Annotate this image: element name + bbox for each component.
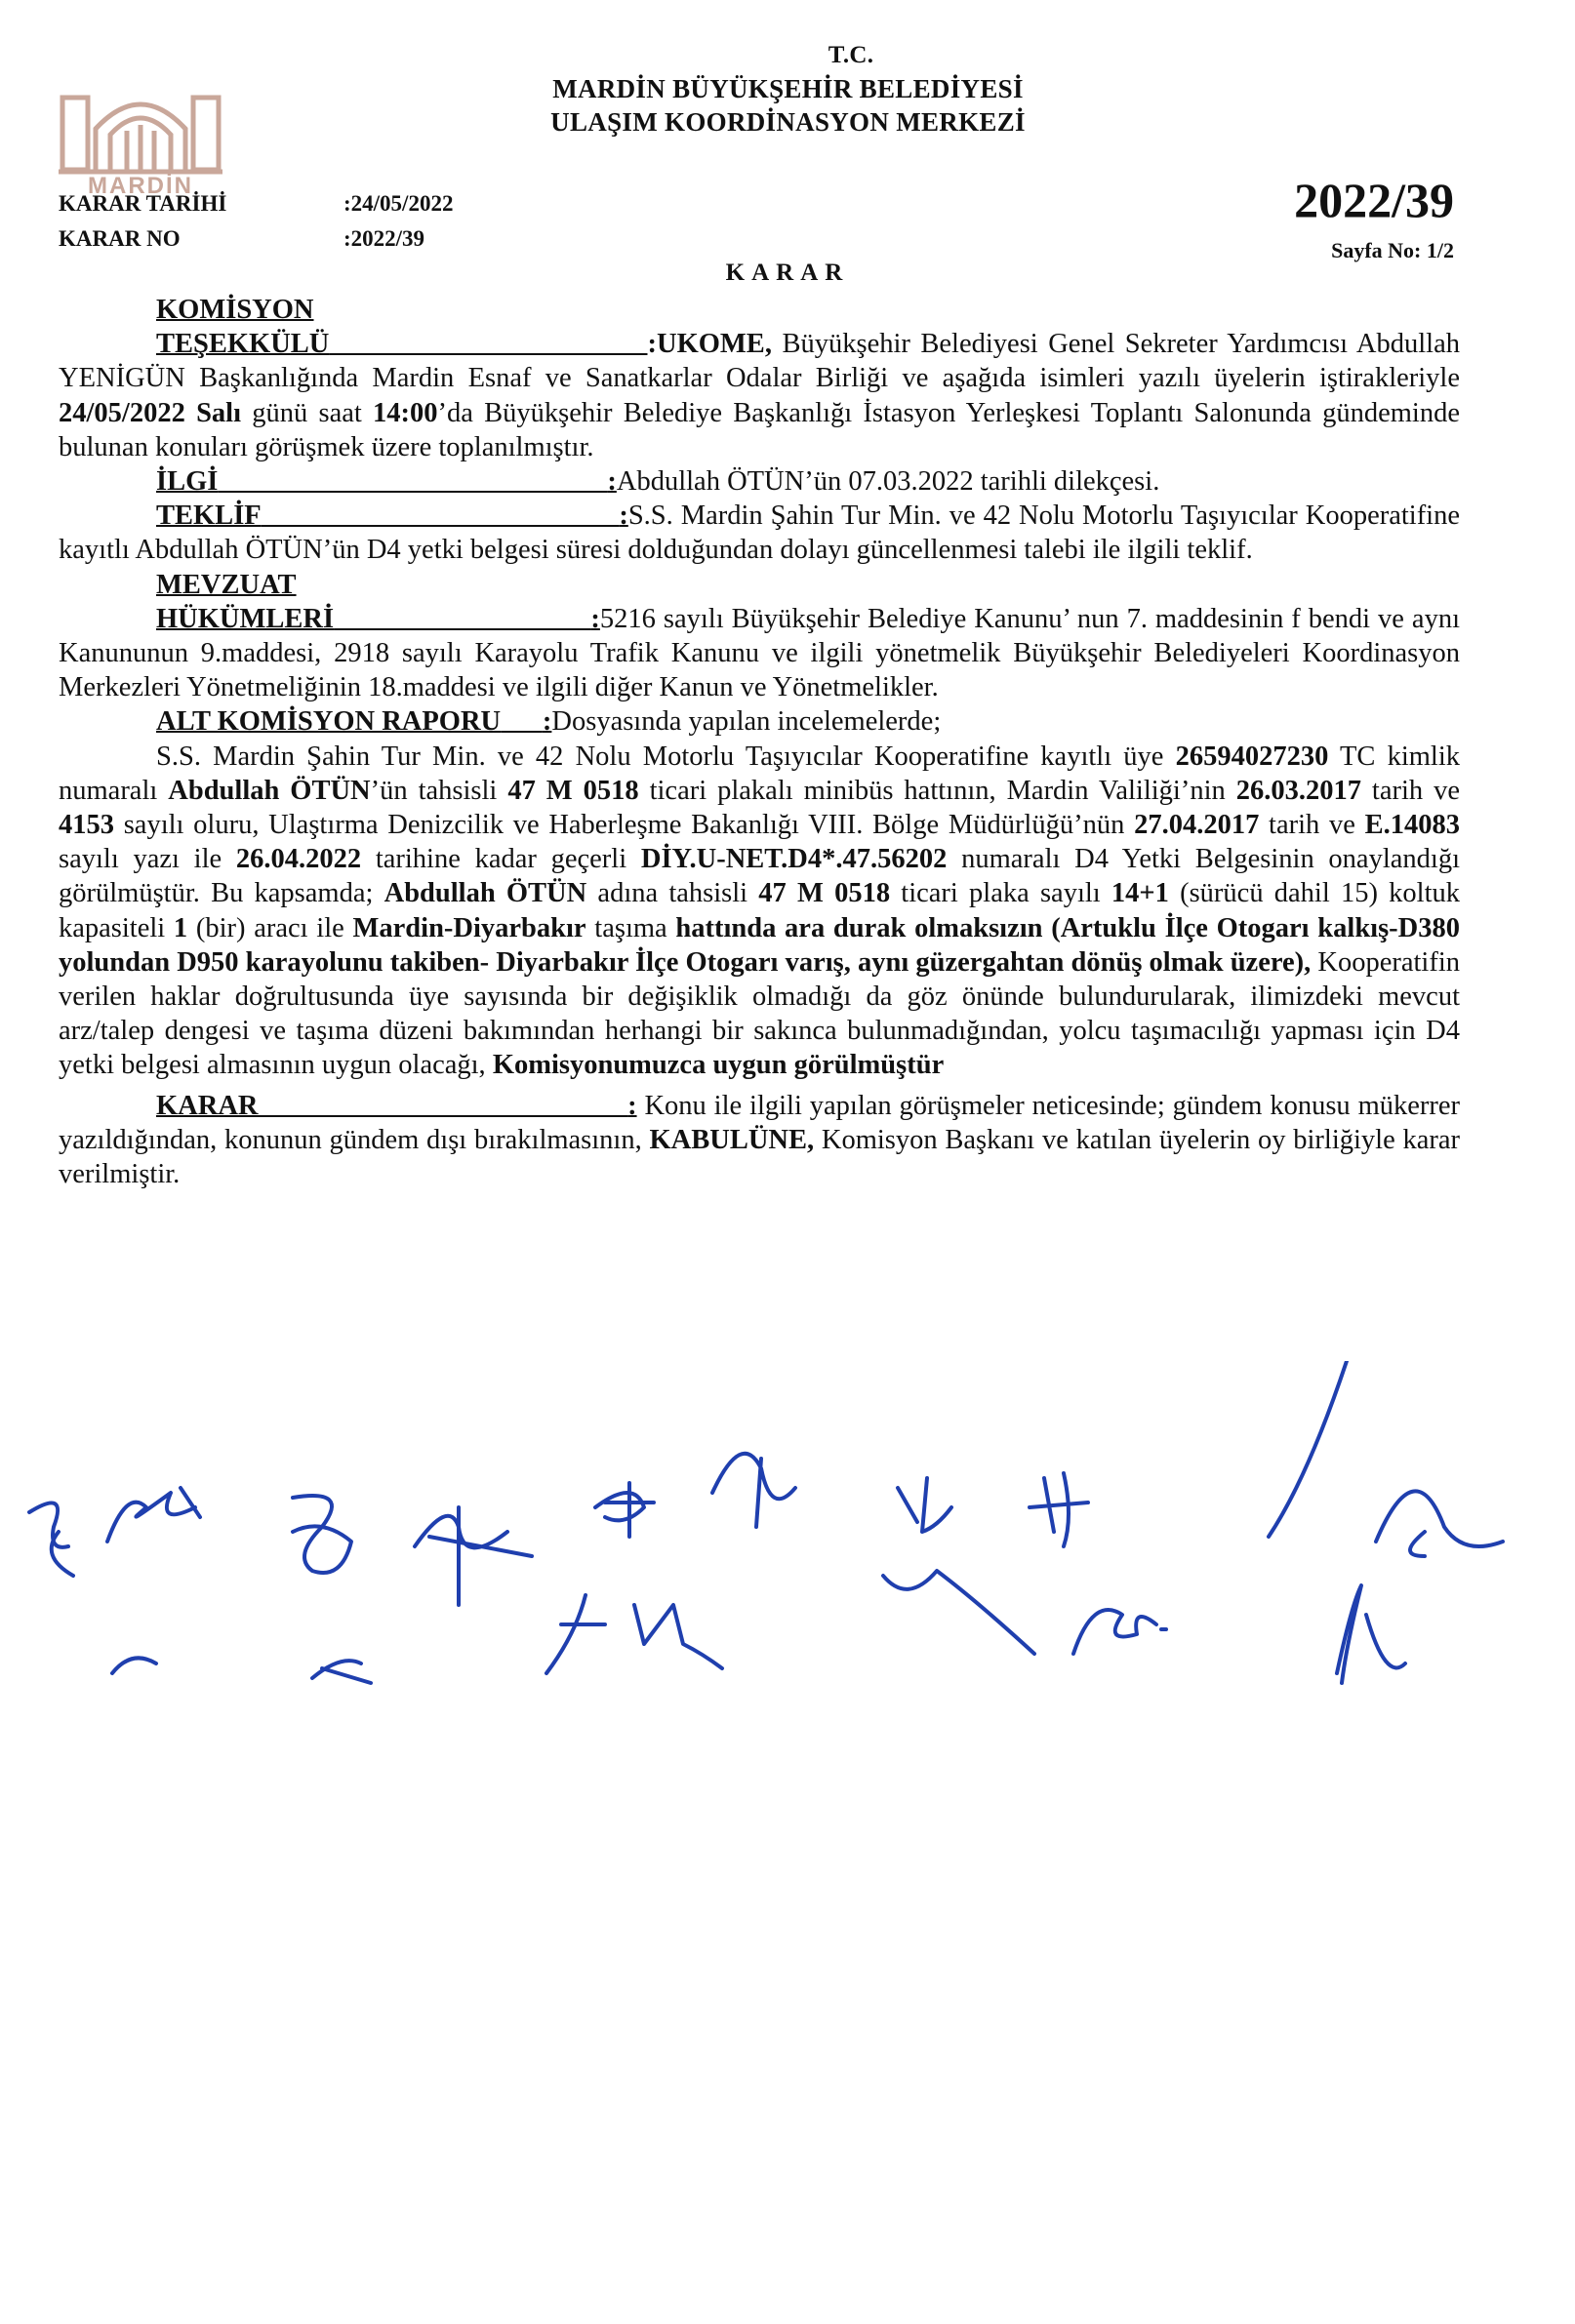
signature-17 <box>1337 1585 1405 1683</box>
decision-no-value: :2022/39 <box>343 226 425 251</box>
signature-10 <box>712 1454 795 1527</box>
page-number: Sayfa No: 1/2 <box>1331 238 1454 262</box>
komisyon-heading-1: KOMİSYON <box>156 295 314 325</box>
document-header <box>0 39 1575 139</box>
signatures <box>0 1361 1575 1732</box>
decision-no-label: KARAR NO <box>59 226 181 251</box>
signature-3 <box>112 1658 156 1673</box>
signature-13 <box>1030 1473 1088 1546</box>
section-karar: KARAR : Konu ile ilgili yapılan görüşmeler neticesinde; gündem konusu mükerrer yazıldığından, konunun gündem dışı bırakılmasının, KABULÜNE, Komisyon Başkanı ve katılan üyelerin oy birliğiyle karar verilmiştir. <box>59 1090 1461 1190</box>
header-institution: MARDİN BÜYÜKŞEHİR BELEDİYESİ <box>552 74 1024 103</box>
signature-14 <box>1073 1610 1166 1654</box>
signature-11 <box>883 1571 1034 1654</box>
signature-2 <box>107 1488 200 1542</box>
signature-12 <box>898 1478 951 1532</box>
teklif-heading: TEKLİF : <box>156 501 628 532</box>
alt-komisyon-heading: ALT KOMİSYON RAPORU : <box>156 706 552 738</box>
signature-9 <box>634 1605 722 1668</box>
decision-no-row <box>59 226 424 252</box>
decision-date-value: :24/05/2022 <box>343 191 454 216</box>
svg-text:MARDİN: MARDİN <box>88 173 193 199</box>
header-department: ULAŞIM KOORDİNASYON MERKEZİ <box>550 107 1026 137</box>
section-teklif: TEKLİF :S.S. Mardin Şahin Tur Min. ve 42 Nolu Motorlu Taşıyıcılar Kooperatifine kayıtlı Abdullah ÖTÜN’ün D4 yetki belgesi süresi dolduğundan dolayı güncellenmesi talebi ile ilgili teklif. <box>59 501 1461 566</box>
ilgi-heading: İLGİ : <box>156 466 617 498</box>
section-rapor-text: S.S. Mardin Şahin Tur Min. ve 42 Nolu Motorlu Taşıyıcılar Kooperatifine kayıtlı üye 26594027230 TC kimlik numaralı Abdullah ÖTÜN’ün tahsisli 47 M 0518 ticari plakalı minibüs hattının, Mardin Valiliği’nin 26.03.2017 tarih ve 4153 sayılı oluru, Ulaştırma Denizcilik ve Haberleşme Bakanlığı VIII. Bölge Müdürlüğü’nün 27.04.2017 tarih ve E.14083 sayılı yazı ile 26.04.2022 tarihine kadar geçerli DİY.U-NET.D4*.47.56202 numaralı D4 Yetki Belgesinin onaylandığı görülmüştür. Bu kapsamda; Abdullah ÖTÜN adına tahsisli 47 M 0518 ticari plaka sayılı 14+1 (sürücü dahil 15) koltuk kapasiteli 1 (bir) aracı ile Mardin-Diyarbakır taşıma hattında ara durak olmaksızın (Artuklu İlçe Otogarı kalkış-D380 yolundan D950 karayolunu takiben- Diyarbakır İlçe Otogarı varış, aynı güzergahtan dönüş olmak üzere), Kooperatifin verilen haklar doğrultusunda üye sayısında bir değişiklik olmadığı da göz önünde bulundurularak, ilimizdeki mevcut arz/talep dengesi ve taşıma düzeni bakımından herhangi bir sakınca bulunmadığından, yolcu taşımacılığı yapması için D4 yetki belgesi almasının uygun olacağı, Komisyonumuzca uygun görülmüştür <box>59 741 1460 1081</box>
section-alt-komisyon: ALT KOMİSYON RAPORU :Dosyasında yapılan incelemelerde; <box>156 706 942 738</box>
document-body <box>59 293 1460 1191</box>
signature-1 <box>29 1503 73 1576</box>
decision-date-row <box>59 191 453 217</box>
decision-number: 2022/39 <box>1294 173 1454 227</box>
section-ilgi: İLGİ :Abdullah ÖTÜN’ün 07.03.2022 tarihli dilekçesi. <box>156 466 1160 498</box>
karar-heading: KARAR : <box>156 1090 637 1121</box>
mevzuat-heading-2: HÜKÜMLERİ : <box>156 603 600 634</box>
signature-7 <box>595 1483 654 1537</box>
komisyon-heading-2: TEŞEKKÜLÜ <box>156 329 330 360</box>
signature-16 <box>1376 1491 1503 1556</box>
section-komisyon: KOMİSYON TEŞEKKÜLÜ :UKOME, Büyükşehir Belediyesi Genel Sekreter Yardımcısı Abdullah YENİGÜN Başkanlığında Mardin Esnaf ve Sanatkarlar Odalar Birliği ve aşağıda isimleri yazılı üyelerin iştirakleriyle 24/05/2022 Salı günü saat 14:00’da Büyükşehir Belediye Başkanlığı İstasyon Yerleşkesi Toplantı Salonunda gündeminde bulunan konuları görüşmek üzere toplanılmıştır. <box>59 295 1461 462</box>
signature-4 <box>293 1496 351 1573</box>
section-mevzuat: MEVZUAT HÜKÜMLERİ :5216 sayılı Büyükşehir Belediye Kanunu’ nun 7. maddesinin f bendi ve aynı Kanununun 9.maddesi, 2918 sayılı Karayolu Trafik Kanunu ve ilgili yönetmelik Büyükşehir Belediyeleri Koordinasyon Merkezleri Yönetmeliğinin 18.maddesi ve ilgili diğer Kanun ve Yönetmelikler. <box>59 569 1461 703</box>
mevzuat-heading-1: MEVZUAT <box>156 569 297 600</box>
signature-15 <box>1269 1361 1347 1537</box>
header-tc: T.C. <box>828 42 874 68</box>
signature-8 <box>546 1595 605 1673</box>
document-title: KARAR <box>725 260 850 286</box>
signature-5 <box>312 1661 371 1683</box>
decision-date-label: KARAR TARİHİ <box>59 191 227 216</box>
signature-6 <box>415 1507 532 1605</box>
